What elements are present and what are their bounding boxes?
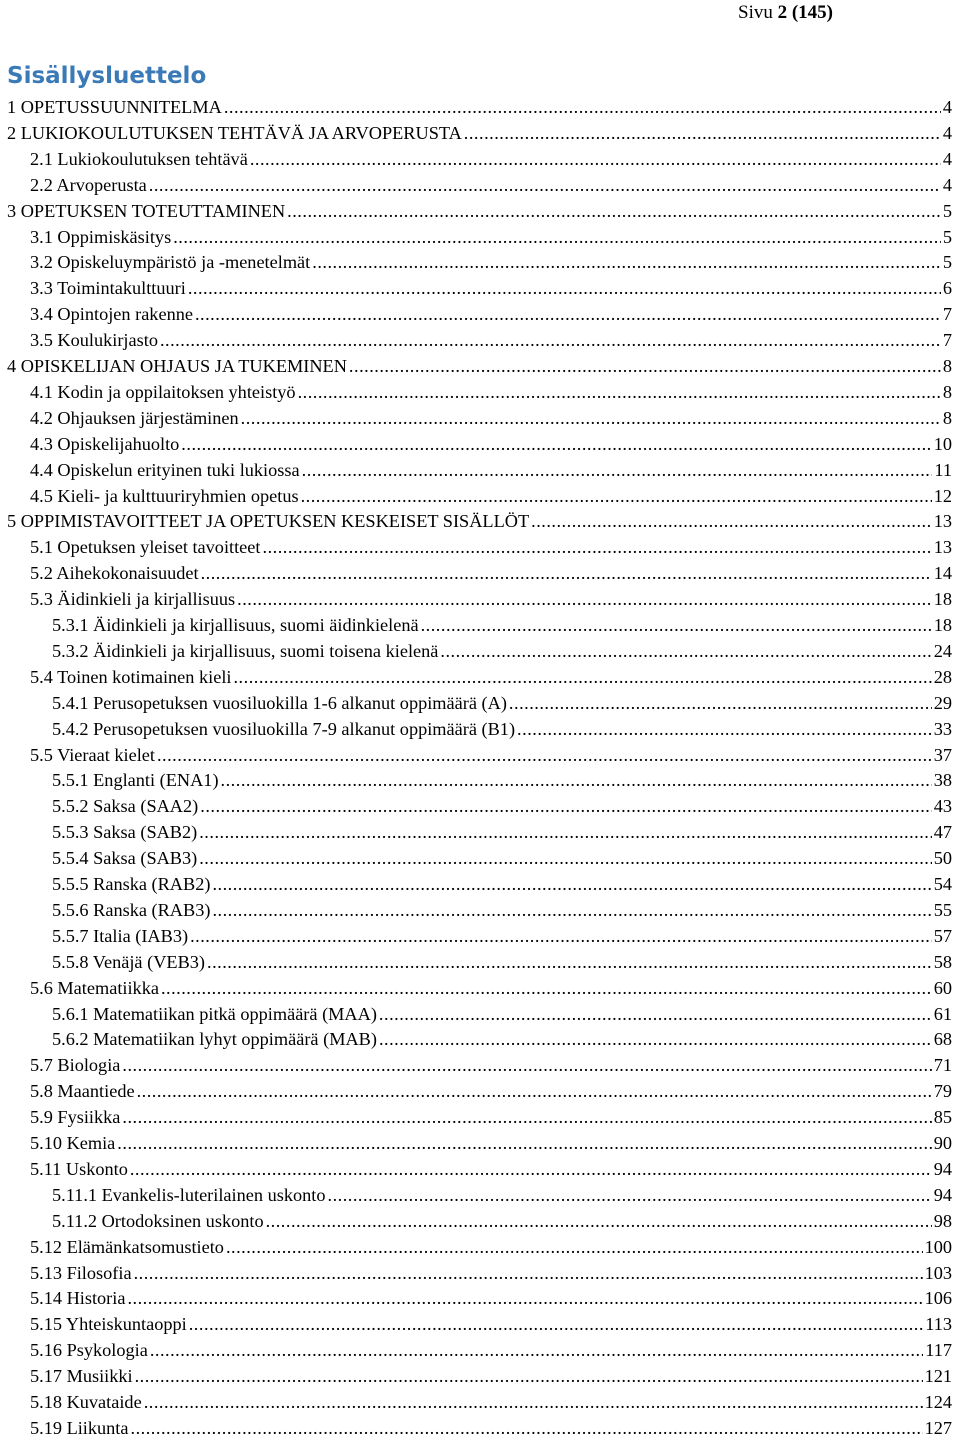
toc-entry[interactable] bbox=[52, 796, 952, 822]
toc-entry[interactable] bbox=[30, 1055, 952, 1081]
toc-entry-title: 5.5.3 Saksa (SAB2) bbox=[52, 822, 198, 843]
toc-dot-leader bbox=[517, 719, 932, 740]
toc-entry-title: 5.16 Psykologia bbox=[30, 1340, 148, 1361]
toc-entry[interactable] bbox=[7, 97, 952, 123]
toc-entry-title: 5.3.1 Äidinkieli ja kirjallisuus, suomi äidinkielenä bbox=[52, 615, 419, 635]
toc-entry-title: 5.12 Elämänkatsomustieto bbox=[30, 1236, 224, 1257]
toc-entry[interactable] bbox=[30, 1288, 952, 1314]
toc-entry-page: 33 bbox=[933, 718, 952, 739]
toc-entry[interactable] bbox=[30, 1081, 952, 1107]
page-label: Sivu bbox=[738, 2, 773, 23]
toc-entry[interactable] bbox=[52, 1211, 952, 1237]
toc-dot-leader bbox=[137, 1081, 932, 1102]
toc-entry-title: 4.3 Opiskelijahuolto bbox=[30, 433, 180, 454]
toc-entry-page: 113 bbox=[925, 1314, 952, 1335]
toc-entry-page: 12 bbox=[933, 485, 952, 506]
page-total: (145) bbox=[791, 2, 834, 23]
toc-entry[interactable] bbox=[52, 822, 952, 848]
toc-entry-title: 5.5.2 Saksa (SAA2) bbox=[52, 796, 199, 817]
toc-entry[interactable] bbox=[30, 149, 952, 175]
toc-dot-leader bbox=[212, 900, 931, 921]
toc-entry-page: 103 bbox=[924, 1262, 952, 1283]
toc-dot-leader bbox=[160, 330, 941, 351]
toc-entry-page: 117 bbox=[925, 1340, 952, 1361]
toc-entry-title: 3.3 Toimintakulttuuri bbox=[30, 278, 186, 299]
toc-entry[interactable] bbox=[52, 952, 952, 978]
toc-entry-title: 5.8 Maantiede bbox=[30, 1081, 135, 1102]
toc-entry-page: 13 bbox=[933, 537, 952, 558]
toc-entry-page: 106 bbox=[924, 1288, 952, 1309]
toc-dot-leader bbox=[199, 822, 931, 843]
toc-dot-leader bbox=[207, 952, 932, 973]
toc-dot-leader bbox=[189, 1314, 924, 1335]
toc-entry-title: 5.4.1 Perusopetuksen vuosiluokilla 1-6 alkanut oppimäärä (A) bbox=[52, 692, 507, 713]
toc-dot-leader bbox=[150, 1340, 923, 1361]
toc-dot-leader bbox=[379, 1029, 932, 1050]
toc-entry-page: 60 bbox=[933, 977, 952, 998]
toc-entry-title: 3 OPETUKSEN TOTEUTTAMINEN bbox=[7, 200, 286, 221]
toc-entry-title: 5.3.2 Äidinkieli ja kirjallisuus, suomi toisena kielenä bbox=[52, 640, 439, 661]
toc-entry-page: 6 bbox=[942, 278, 952, 299]
toc-dot-leader bbox=[226, 1237, 923, 1258]
toc-entry-title: 5.7 Biologia bbox=[30, 1055, 121, 1076]
toc-entry[interactable] bbox=[7, 201, 952, 227]
toc-entry[interactable] bbox=[30, 563, 952, 589]
toc-entry-title: 5.13 Filosofia bbox=[30, 1262, 132, 1283]
toc-entry-page: 57 bbox=[933, 925, 952, 946]
toc-entry-title: 3.1 Oppimiskäsitys bbox=[30, 226, 172, 247]
toc-dot-leader bbox=[188, 278, 941, 299]
toc-entry[interactable] bbox=[52, 926, 952, 952]
toc-entry[interactable] bbox=[52, 1004, 952, 1030]
toc-entry-page: 71 bbox=[933, 1055, 952, 1076]
toc-entry-page: 4 bbox=[942, 97, 952, 117]
toc-dot-leader bbox=[144, 1392, 923, 1413]
toc-dot-leader bbox=[149, 175, 941, 196]
toc-entry-page: 24 bbox=[933, 640, 952, 661]
toc-dot-leader bbox=[379, 1004, 932, 1025]
toc-entry[interactable] bbox=[30, 1237, 952, 1263]
toc-entry-title: 5.11.2 Ortodoksinen uskonto bbox=[52, 1210, 264, 1231]
toc-dot-leader bbox=[181, 434, 931, 455]
toc-dot-leader bbox=[135, 1366, 923, 1387]
toc-entry-title: 3.4 Opintojen rakenne bbox=[30, 304, 193, 325]
toc-entry[interactable] bbox=[30, 1133, 952, 1159]
toc-entry[interactable] bbox=[30, 434, 952, 460]
toc-entry-title: 5.15 Yhteiskuntaoppi bbox=[30, 1314, 187, 1335]
toc-entry-page: 11 bbox=[934, 459, 952, 480]
toc-entry[interactable] bbox=[52, 770, 952, 796]
toc-entry-page: 58 bbox=[933, 951, 952, 972]
toc-dot-leader bbox=[233, 667, 931, 688]
toc-entry[interactable] bbox=[30, 537, 952, 563]
toc-dot-leader bbox=[199, 848, 931, 869]
toc-entry-title: 3.2 Opiskeluympäristö ja -menetelmät bbox=[30, 252, 311, 273]
toc-entry[interactable] bbox=[52, 1185, 952, 1211]
toc-entry-page: 10 bbox=[933, 433, 952, 454]
toc-entry[interactable] bbox=[30, 1107, 952, 1133]
toc-entry-page: 18 bbox=[933, 589, 952, 610]
toc-dot-leader bbox=[241, 408, 941, 429]
toc-entry[interactable] bbox=[30, 278, 952, 304]
toc-entry[interactable] bbox=[30, 252, 952, 278]
toc-entry-page: 79 bbox=[933, 1081, 952, 1102]
toc-dot-leader bbox=[328, 1185, 932, 1206]
toc-entry-page: 5 bbox=[942, 226, 952, 247]
toc-entry-page: 5 bbox=[942, 200, 952, 221]
toc-entry-page: 100 bbox=[924, 1236, 952, 1257]
toc-dot-leader bbox=[130, 1159, 932, 1180]
toc-entry-page: 127 bbox=[924, 1417, 952, 1438]
toc-entry[interactable] bbox=[30, 1366, 952, 1392]
toc-entry-page: 4 bbox=[942, 122, 952, 143]
toc-entry-page: 4 bbox=[942, 174, 952, 195]
page-number: 2 bbox=[777, 2, 788, 23]
toc-entry-title: 5.5 Vieraat kielet bbox=[30, 744, 155, 765]
toc-dot-leader bbox=[117, 1133, 931, 1154]
toc-entry-title: 5.6.2 Matematiikan lyhyt oppimäärä (MAB) bbox=[52, 1029, 377, 1050]
toc-entry-page: 98 bbox=[933, 1210, 952, 1231]
toc-entry-page: 54 bbox=[933, 874, 952, 894]
toc-entry-page: 37 bbox=[933, 744, 952, 765]
toc-entry[interactable] bbox=[52, 615, 952, 641]
toc-entry-page: 38 bbox=[933, 770, 952, 791]
toc-entry-page: 14 bbox=[933, 563, 952, 584]
toc-entry[interactable] bbox=[30, 382, 952, 408]
toc-dot-leader bbox=[224, 97, 941, 118]
toc-dot-leader bbox=[173, 227, 941, 248]
toc-dot-leader bbox=[134, 1263, 923, 1284]
toc-entry-page: 7 bbox=[942, 330, 952, 351]
toc-entry-title: 5.4.2 Perusopetuksen vuosiluokilla 7-9 alkanut oppimäärä (B1) bbox=[52, 718, 516, 739]
toc-entry[interactable] bbox=[30, 330, 952, 356]
toc-dot-leader bbox=[440, 641, 931, 662]
toc-entry-page: 8 bbox=[942, 381, 952, 402]
toc-entry[interactable] bbox=[30, 1340, 952, 1366]
toc-dot-leader bbox=[190, 926, 932, 947]
toc-entry-title: 4.5 Kieli- ja kulttuuriryhmien opetus bbox=[30, 485, 299, 506]
toc-entry-page: 43 bbox=[933, 796, 952, 817]
toc-entry-page: 47 bbox=[933, 822, 952, 843]
toc-dot-leader bbox=[301, 486, 932, 507]
toc-title: Sisällysluettelo bbox=[7, 63, 207, 89]
toc-entry-page: 7 bbox=[942, 304, 952, 325]
toc-entry[interactable] bbox=[30, 745, 952, 771]
toc-entry-page: 18 bbox=[933, 615, 952, 635]
toc-dot-leader bbox=[161, 978, 932, 999]
toc-entry[interactable] bbox=[30, 667, 952, 693]
toc-entry[interactable] bbox=[30, 486, 952, 512]
page-header bbox=[0, 0, 960, 30]
toc-entry-title: 5.6 Matematiikka bbox=[30, 977, 159, 998]
toc-entry[interactable] bbox=[30, 408, 952, 434]
toc-dot-leader bbox=[237, 589, 932, 610]
toc-entry-page: 85 bbox=[933, 1107, 952, 1128]
toc-entry-page: 61 bbox=[933, 1003, 952, 1024]
toc-dot-leader bbox=[298, 382, 941, 403]
toc-entry-page: 94 bbox=[933, 1184, 952, 1205]
toc-entry[interactable] bbox=[52, 848, 952, 874]
toc-entry-title: 3.5 Koulukirjasto bbox=[30, 330, 158, 351]
toc-entry-page: 29 bbox=[933, 692, 952, 713]
toc-entry[interactable] bbox=[52, 719, 952, 745]
toc-entry-title: 5 OPPIMISTAVOITTEET JA OPETUKSEN KESKEISET SISÄLLÖT bbox=[7, 511, 530, 532]
page-number-indicator bbox=[738, 2, 833, 24]
toc-entry-page: 124 bbox=[924, 1392, 952, 1412]
toc-entry[interactable] bbox=[52, 693, 952, 719]
toc-dot-leader bbox=[287, 201, 941, 222]
toc-entry[interactable] bbox=[30, 1418, 952, 1444]
toc-entry-title: 5.2 Aihekokonaisuudet bbox=[30, 563, 199, 584]
toc-entry-page: 28 bbox=[933, 666, 952, 687]
toc-dot-leader bbox=[127, 1288, 922, 1309]
toc-entry[interactable] bbox=[52, 641, 952, 667]
toc-entry[interactable] bbox=[30, 978, 952, 1004]
toc-entry[interactable] bbox=[7, 511, 952, 537]
toc-entry[interactable] bbox=[30, 304, 952, 330]
toc-entry-title: 5.18 Kuvataide bbox=[30, 1392, 142, 1412]
toc-dot-leader bbox=[122, 1107, 931, 1128]
toc-entry-title: 5.19 Liikunta bbox=[30, 1417, 129, 1438]
toc-entry[interactable] bbox=[30, 227, 952, 253]
toc-entry[interactable] bbox=[7, 356, 952, 382]
toc-entry[interactable] bbox=[30, 1263, 952, 1289]
toc-entry-title: 5.1 Opetuksen yleiset tavoitteet bbox=[30, 537, 261, 558]
toc-entry-page: 5 bbox=[942, 252, 952, 273]
toc-entry-title: 4.2 Ohjauksen järjestäminen bbox=[30, 407, 239, 428]
toc-entry-page: 13 bbox=[933, 511, 952, 532]
toc-entry-page: 68 bbox=[933, 1029, 952, 1050]
toc-dot-leader bbox=[349, 356, 941, 377]
toc-entry-title: 1 OPETUSSUUNNITELMA bbox=[7, 97, 222, 117]
toc-entry-title: 5.5.6 Ranska (RAB3) bbox=[52, 899, 211, 920]
toc-entry-title: 4.4 Opiskelun erityinen tuki lukiossa bbox=[30, 459, 300, 480]
toc-entry-title: 5.5.1 Englanti (ENA1) bbox=[52, 770, 219, 791]
toc-entry-title: 4.1 Kodin ja oppilaitoksen yhteistyö bbox=[30, 381, 296, 402]
toc-entry-title: 5.5.7 Italia (IAB3) bbox=[52, 925, 189, 946]
toc-entry[interactable] bbox=[30, 1159, 952, 1185]
toc-entry[interactable] bbox=[30, 1392, 952, 1418]
toc-dot-leader bbox=[250, 149, 941, 170]
toc-dot-leader bbox=[302, 460, 933, 481]
toc-entry[interactable] bbox=[7, 123, 952, 149]
toc-dot-leader bbox=[509, 693, 932, 714]
toc-entry-title: 5.14 Historia bbox=[30, 1288, 126, 1309]
toc-entry-title: 5.17 Musiikki bbox=[30, 1366, 133, 1387]
toc-entry-title: 2 LUKIOKOULUTUKSEN TEHTÄVÄ JA ARVOPERUSTA bbox=[7, 122, 462, 143]
toc-dot-leader bbox=[131, 1418, 923, 1439]
toc-entry-title: 5.11.1 Evankelis-luterilainen uskonto bbox=[52, 1184, 326, 1205]
toc-entry-title: 5.9 Fysiikka bbox=[30, 1107, 121, 1128]
toc-entry-page: 94 bbox=[933, 1158, 952, 1179]
toc-entry[interactable] bbox=[52, 874, 952, 900]
toc-entry-title: 5.5.8 Venäjä (VEB3) bbox=[52, 951, 205, 972]
toc-dot-leader bbox=[157, 745, 932, 766]
toc-dot-leader bbox=[212, 874, 931, 895]
toc-entry-title: 5.4 Toinen kotimainen kieli bbox=[30, 666, 232, 687]
toc-entry-title: 5.6.1 Matematiikan pitkä oppimäärä (MAA) bbox=[52, 1003, 377, 1024]
toc-dot-leader bbox=[263, 537, 932, 558]
toc-entry-page: 8 bbox=[942, 356, 952, 376]
toc-entry-title: 5.3 Äidinkieli ja kirjallisuus bbox=[30, 589, 236, 610]
toc-dot-leader bbox=[201, 563, 932, 584]
toc-entry[interactable] bbox=[30, 1314, 952, 1340]
toc-dot-leader bbox=[195, 304, 941, 325]
toc-entry-page: 8 bbox=[942, 407, 952, 428]
toc-dot-leader bbox=[312, 252, 941, 273]
toc-entry-title: 5.5.4 Saksa (SAB3) bbox=[52, 848, 198, 869]
toc-entry-title: 2.2 Arvoperusta bbox=[30, 174, 147, 195]
toc-entry-page: 50 bbox=[933, 848, 952, 869]
toc-entry-title: 5.10 Kemia bbox=[30, 1133, 116, 1153]
toc-entry-page: 90 bbox=[933, 1133, 952, 1153]
toc-entry[interactable] bbox=[30, 175, 952, 201]
toc-entry-page: 4 bbox=[942, 148, 952, 169]
toc-dot-leader bbox=[464, 123, 941, 144]
toc-entry[interactable] bbox=[52, 900, 952, 926]
toc-dot-leader bbox=[200, 796, 931, 817]
toc-dot-leader bbox=[421, 615, 932, 636]
toc-entry-title: 5.5.5 Ranska (RAB2) bbox=[52, 874, 211, 894]
toc-entry[interactable] bbox=[30, 589, 952, 615]
toc-dot-leader bbox=[266, 1211, 932, 1232]
toc-entry-title: 4 OPISKELIJAN OHJAUS JA TUKEMINEN bbox=[7, 356, 347, 376]
toc-dot-leader bbox=[221, 770, 932, 791]
toc-dot-leader bbox=[122, 1055, 931, 1076]
toc-entry-page: 121 bbox=[924, 1366, 952, 1387]
toc-entry[interactable] bbox=[52, 1029, 952, 1055]
toc-entry-title: 5.11 Uskonto bbox=[30, 1158, 128, 1179]
toc-entry[interactable] bbox=[30, 460, 952, 486]
toc-entry-title: 2.1 Lukiokoulutuksen tehtävä bbox=[30, 148, 248, 169]
toc-entry-page: 55 bbox=[933, 899, 952, 920]
toc-dot-leader bbox=[531, 511, 932, 532]
